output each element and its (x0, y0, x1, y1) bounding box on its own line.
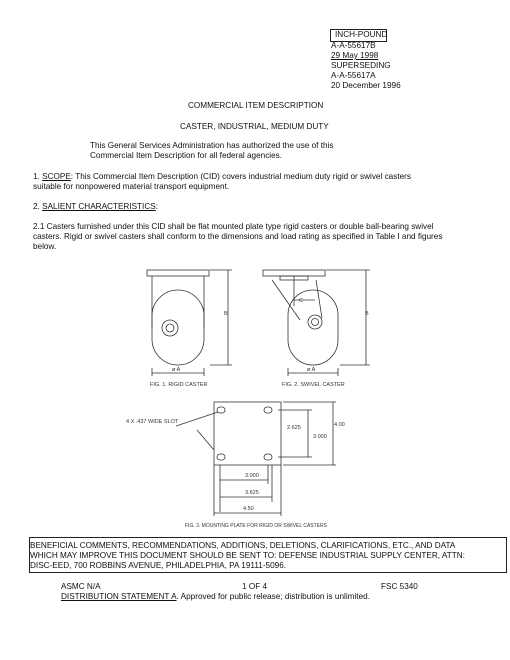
swivel-dim-b: B (365, 311, 369, 317)
rigid-caster-drawing (147, 270, 232, 376)
superseded-id: A-A-55617A (331, 71, 376, 80)
scope-line-1 (33, 172, 411, 182)
asmc-code: ASMC N/A (61, 582, 101, 591)
slot-bottom-left (217, 454, 225, 460)
scope-text: : This Commercial Item Description (CID) covers industrial medium duty rigid or swivel casters (70, 172, 411, 181)
slot-bottom-right (264, 454, 272, 460)
fsc-code: FSC 5340 (381, 582, 418, 591)
rigid-dim-b: B (224, 311, 228, 317)
authorization-line-1: This General Services Administration has authorized the use of this (90, 141, 334, 150)
superseding-label: SUPERSEDING (331, 61, 391, 70)
dim-3625: 3.625 (245, 490, 259, 496)
superseded-date: 20 December 1996 (331, 81, 401, 90)
document-date: 29 May 1998 (331, 51, 379, 60)
swivel-dim-a: ø A (307, 367, 316, 373)
dim-400: 4.00 (334, 422, 345, 428)
standard-label: INCH-POUND (335, 30, 388, 39)
distribution-text: . Approved for public release; distribution is unlimited. (176, 592, 370, 601)
slot-top-right (264, 407, 272, 413)
document-title: COMMERCIAL ITEM DESCRIPTION (188, 101, 324, 110)
item-title: CASTER, INDUSTRIAL, MEDIUM DUTY (180, 122, 329, 131)
dim-3000-vertical: 3.000 (313, 434, 327, 440)
slot-leader-line (176, 412, 218, 426)
rigid-top-plate (147, 270, 209, 276)
swivel-dim-c: C (299, 298, 303, 304)
para-2-1-line-1: 2.1 Casters furnished under this CID shall be flat mounted plate type rigid casters or double ball-bearing swivel (33, 222, 434, 231)
slot-label: 4 X .437 WIDE SLOT (126, 419, 179, 425)
distribution-label: DISTRIBUTION STATEMENT A (61, 592, 177, 601)
swivel-axle-hub (312, 319, 319, 326)
scope-heading: SCOPE (42, 172, 71, 181)
slot-top-left (217, 407, 225, 413)
rigid-axle (162, 320, 178, 336)
swivel-caster-drawing (263, 270, 370, 376)
salient-number: 2. (33, 202, 40, 211)
fig1-caption: FIG. 1. RIGID CASTER (150, 382, 208, 388)
document-id: A-A-55617B (331, 41, 376, 50)
para-2-1-line-3: below. (33, 242, 57, 251)
dim-450: 4.50 (243, 506, 254, 512)
comments-line-1: BENEFICIAL COMMENTS, RECOMMENDATIONS, ADDITIONS, DELETIONS, CLARIFICATIONS, ETC., AND DATA (30, 541, 456, 550)
scope-line-2: suitable for nonpowered material transport equipment. (33, 182, 230, 191)
dim-3000-horizontal: 3.000 (245, 473, 259, 479)
salient-heading-line (33, 202, 158, 212)
caster-figures (0, 260, 510, 540)
comments-line-3: DISC-EED, 700 ROBBINS AVENUE, PHILADELPHIA, PA 19111-5096. (30, 561, 287, 570)
mounting-plate-drawing (176, 402, 336, 516)
para-2-1-line-2: casters. Rigid or swivel casters shall conform to the dimensions and load rating as specified in Table I and figures (33, 232, 443, 241)
rigid-fork (152, 276, 204, 328)
swivel-axle (308, 315, 322, 329)
scope-number: 1. (33, 172, 40, 181)
distribution-statement (61, 592, 370, 602)
salient-heading: SALIENT CHARACTERISTICS (42, 202, 156, 211)
rigid-axle-hub (166, 324, 174, 332)
dim-2625: 2.625 (287, 425, 301, 431)
swivel-top-plate (263, 270, 325, 276)
page-number: 1 OF 4 (242, 582, 268, 591)
authorization-line-2: Commercial Item Description for all federal agencies. (90, 151, 283, 160)
comments-line-2: WHICH MAY IMPROVE THIS DOCUMENT SHOULD BE SENT TO: DEFENSE INDUSTRIAL SUPPLY CENTER, ATTN: (30, 551, 465, 560)
rigid-dim-a: ø A (172, 367, 181, 373)
fig3-caption: FIG. 3. MOUNTING PLATE FOR RIGID OR SWIVEL CASTERS (185, 523, 327, 529)
salient-colon: : (155, 202, 158, 211)
swivel-wheel (288, 290, 338, 365)
mounting-plate (214, 402, 281, 465)
fig2-caption: FIG. 2. SWIVEL CASTER (282, 382, 345, 388)
